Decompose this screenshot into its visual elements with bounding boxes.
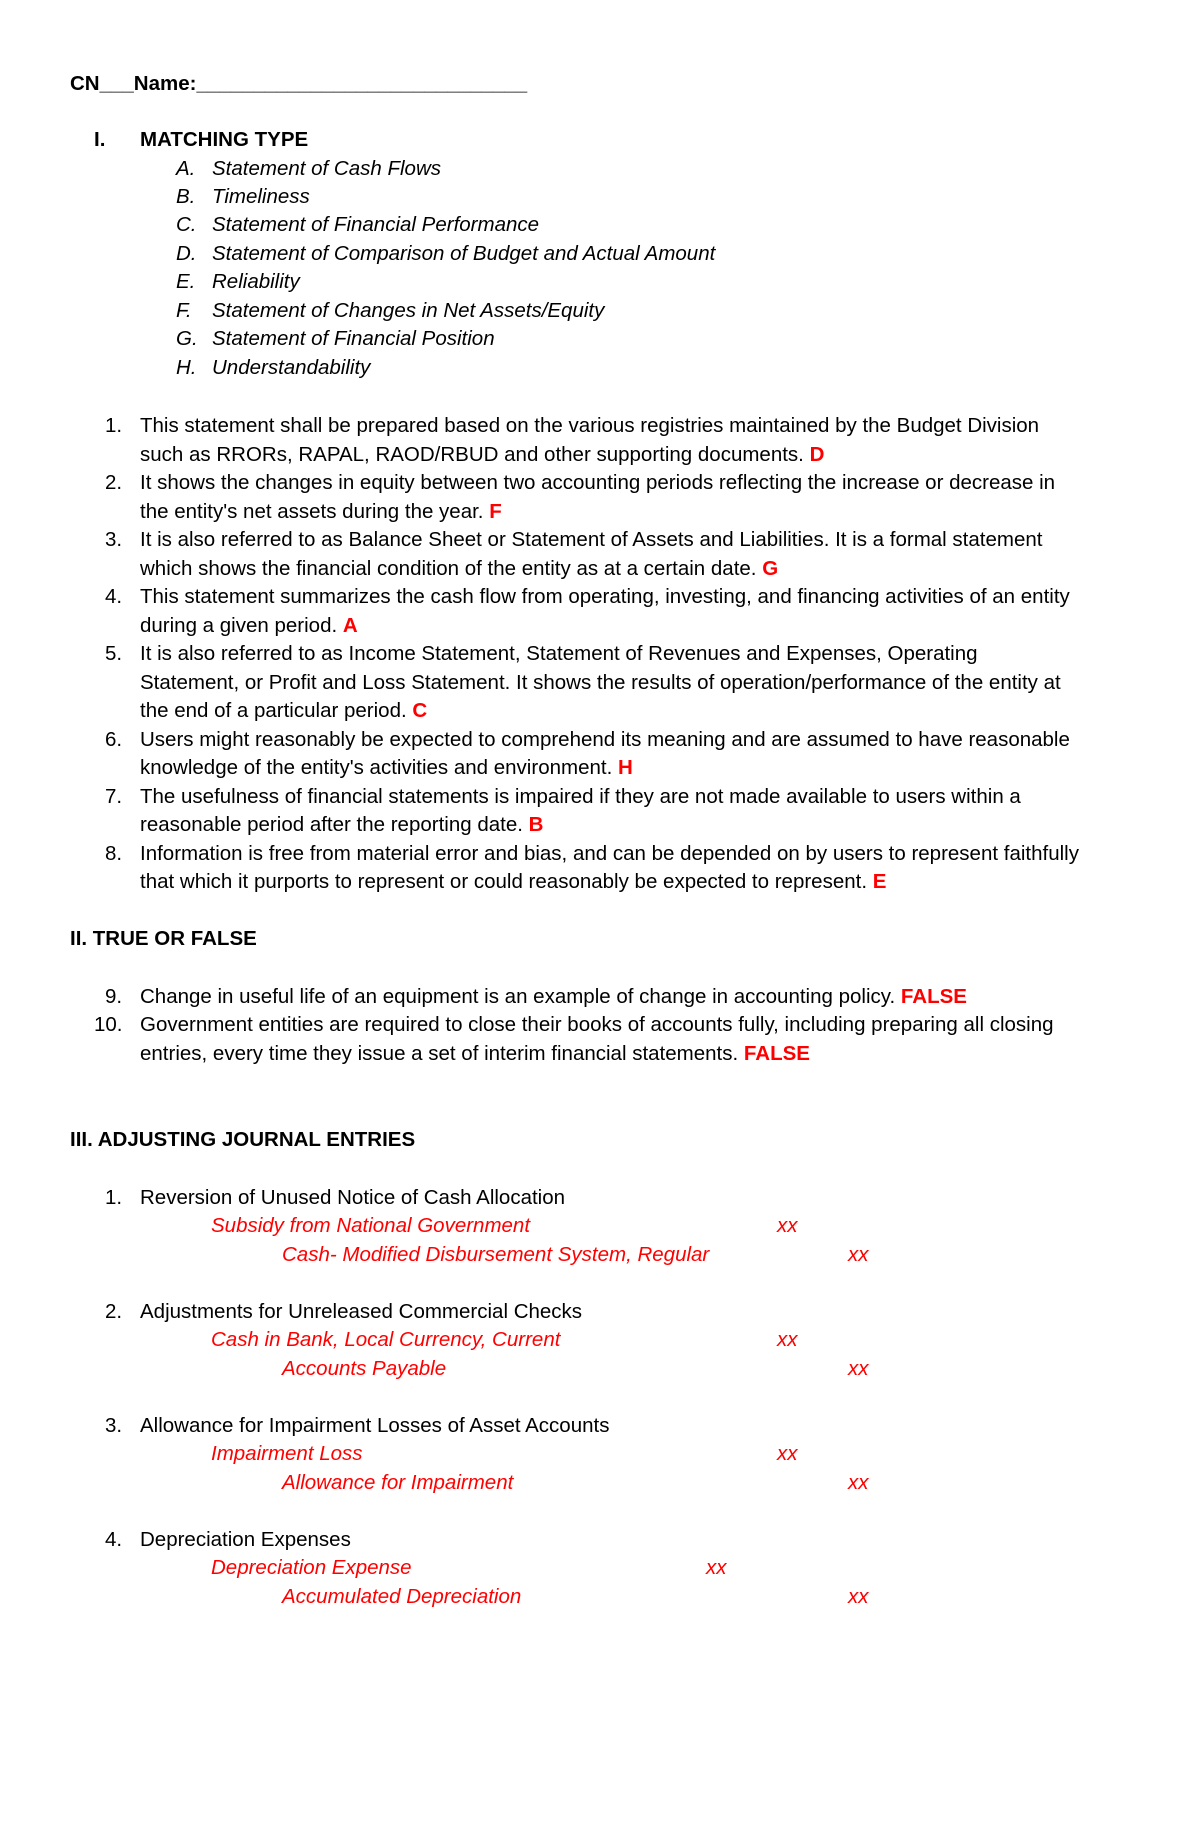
credit-account: Cash- Modified Disbursement System, Regular (282, 1243, 710, 1266)
choice-text: Statement of Changes in Net Assets/Equity (212, 299, 605, 322)
answer-key: A (342, 614, 358, 637)
choice-text: Understandability (212, 356, 371, 379)
debit-account: Impairment Loss (211, 1442, 363, 1465)
question-text: the entity's net assets during the year. F (140, 500, 502, 523)
choice-letter: G. (176, 327, 198, 350)
question-number: 2. (105, 471, 123, 494)
choice-letter: H. (176, 356, 197, 379)
question-text: The usefulness of financial statements is impaired if they are not made available to users within a (140, 785, 1021, 808)
question-number: 7. (105, 785, 123, 808)
question-text: reasonable period after the reporting date. B (140, 813, 544, 836)
choice-text: Timeliness (212, 185, 310, 208)
debit-amount: xx (777, 1442, 798, 1465)
question-text: knowledge of the entity's activities and environment. H (140, 756, 633, 779)
question-text: It is also referred to as Balance Sheet or Statement of Assets and Liabilities. It is a formal statement (140, 528, 1043, 551)
credit-account: Accounts Payable (282, 1357, 447, 1380)
question-text: Government entities are required to close their books of accounts fully, including preparing all closing (140, 1013, 1054, 1036)
credit-amount: xx (848, 1243, 869, 1266)
choice-letter: A. (176, 157, 196, 180)
question-text: the end of a particular period. C (140, 699, 428, 722)
credit-account: Accumulated Depreciation (282, 1585, 522, 1608)
question-number: 1. (105, 414, 123, 437)
question-text: It shows the changes in equity between two accounting periods reflecting the increase or decrease in (140, 471, 1056, 494)
question-text: Statement, or Profit and Loss Statement. It shows the results of operation/performance of the entity at (140, 671, 1061, 694)
debit-account: Cash in Bank, Local Currency, Current (211, 1328, 561, 1351)
credit-amount: xx (848, 1357, 869, 1380)
choice-letter: E. (176, 270, 196, 293)
debit-account: Subsidy from National Government (211, 1214, 531, 1237)
choice-text: Statement of Financial Position (212, 327, 495, 350)
credit-amount: xx (848, 1585, 869, 1608)
answer-key: D (809, 443, 825, 466)
name-header: CN___Name:_____________________________ (70, 72, 528, 95)
question-number: 3. (105, 528, 123, 551)
section3-title: III. ADJUSTING JOURNAL ENTRIES (70, 1128, 416, 1151)
choice-letter: C. (176, 213, 197, 236)
question-number: 6. (105, 728, 123, 751)
entry-number: 1. (105, 1186, 123, 1209)
choice-text: Statement of Cash Flows (212, 157, 442, 180)
question-text: This statement summarizes the cash flow from operating, investing, and financing activities of an entity (140, 585, 1070, 608)
question-text: It is also referred to as Income Statement, Statement of Revenues and Expenses, Operating (140, 642, 978, 665)
question-number: 5. (105, 642, 123, 665)
choice-letter: D. (176, 242, 197, 265)
question-text: which shows the financial condition of the entity as at a certain date. G (140, 557, 779, 580)
choice-text: Statement of Financial Performance (212, 213, 540, 236)
question-number: 10. (94, 1013, 123, 1036)
answer-key: FALSE (900, 985, 967, 1008)
entry-title: Depreciation Expenses (140, 1528, 351, 1551)
answer-key: B (528, 813, 544, 836)
question-text: Information is free from material error and bias, and can be depended on by users to represent faithfully (140, 842, 1079, 865)
choice-letter: B. (176, 185, 196, 208)
answer-key: H (617, 756, 633, 779)
debit-amount: xx (777, 1214, 798, 1237)
section1-title: MATCHING TYPE (140, 128, 309, 151)
entry-number: 2. (105, 1300, 123, 1323)
question-text: during a given period. A (140, 614, 358, 637)
choice-text: Statement of Comparison of Budget and Actual Amount (212, 242, 716, 265)
choice-text: Reliability (212, 270, 300, 293)
entry-title: Allowance for Impairment Losses of Asset Accounts (140, 1414, 610, 1437)
choice-letter: F. (176, 299, 192, 322)
question-number: 8. (105, 842, 123, 865)
question-text: This statement shall be prepared based on the various registries maintained by the Budget Division (140, 414, 1040, 437)
entry-title: Adjustments for Unreleased Commercial Checks (140, 1300, 583, 1323)
answer-key: F (489, 500, 502, 523)
question-text: Change in useful life of an equipment is an example of change in accounting policy. FALSE (140, 985, 967, 1008)
section2-title: II. TRUE OR FALSE (70, 927, 257, 950)
section1-number: I. (94, 128, 106, 151)
question-text: Users might reasonably be expected to comprehend its meaning and are assumed to have reasonable (140, 728, 1070, 751)
question-number: 4. (105, 585, 123, 608)
question-text: that which it purports to represent or could reasonably be expected to represent. E (140, 870, 887, 893)
question-number: 9. (105, 985, 123, 1008)
entry-title: Reversion of Unused Notice of Cash Allocation (140, 1186, 566, 1209)
answer-key: C (412, 699, 428, 722)
credit-amount: xx (848, 1471, 869, 1494)
debit-amount: xx (706, 1556, 727, 1579)
entry-number: 4. (105, 1528, 123, 1551)
answer-key: FALSE (743, 1042, 810, 1065)
question-text: such as RRORs, RAPAL, RAOD/RBUD and other supporting documents. D (140, 443, 825, 466)
answer-key: G (762, 557, 779, 580)
entry-number: 3. (105, 1414, 123, 1437)
question-text: entries, every time they issue a set of interim financial statements. FALSE (140, 1042, 810, 1065)
answer-key: E (872, 870, 887, 893)
credit-account: Allowance for Impairment (282, 1471, 514, 1494)
debit-amount: xx (777, 1328, 798, 1351)
debit-account: Depreciation Expense (211, 1556, 412, 1579)
